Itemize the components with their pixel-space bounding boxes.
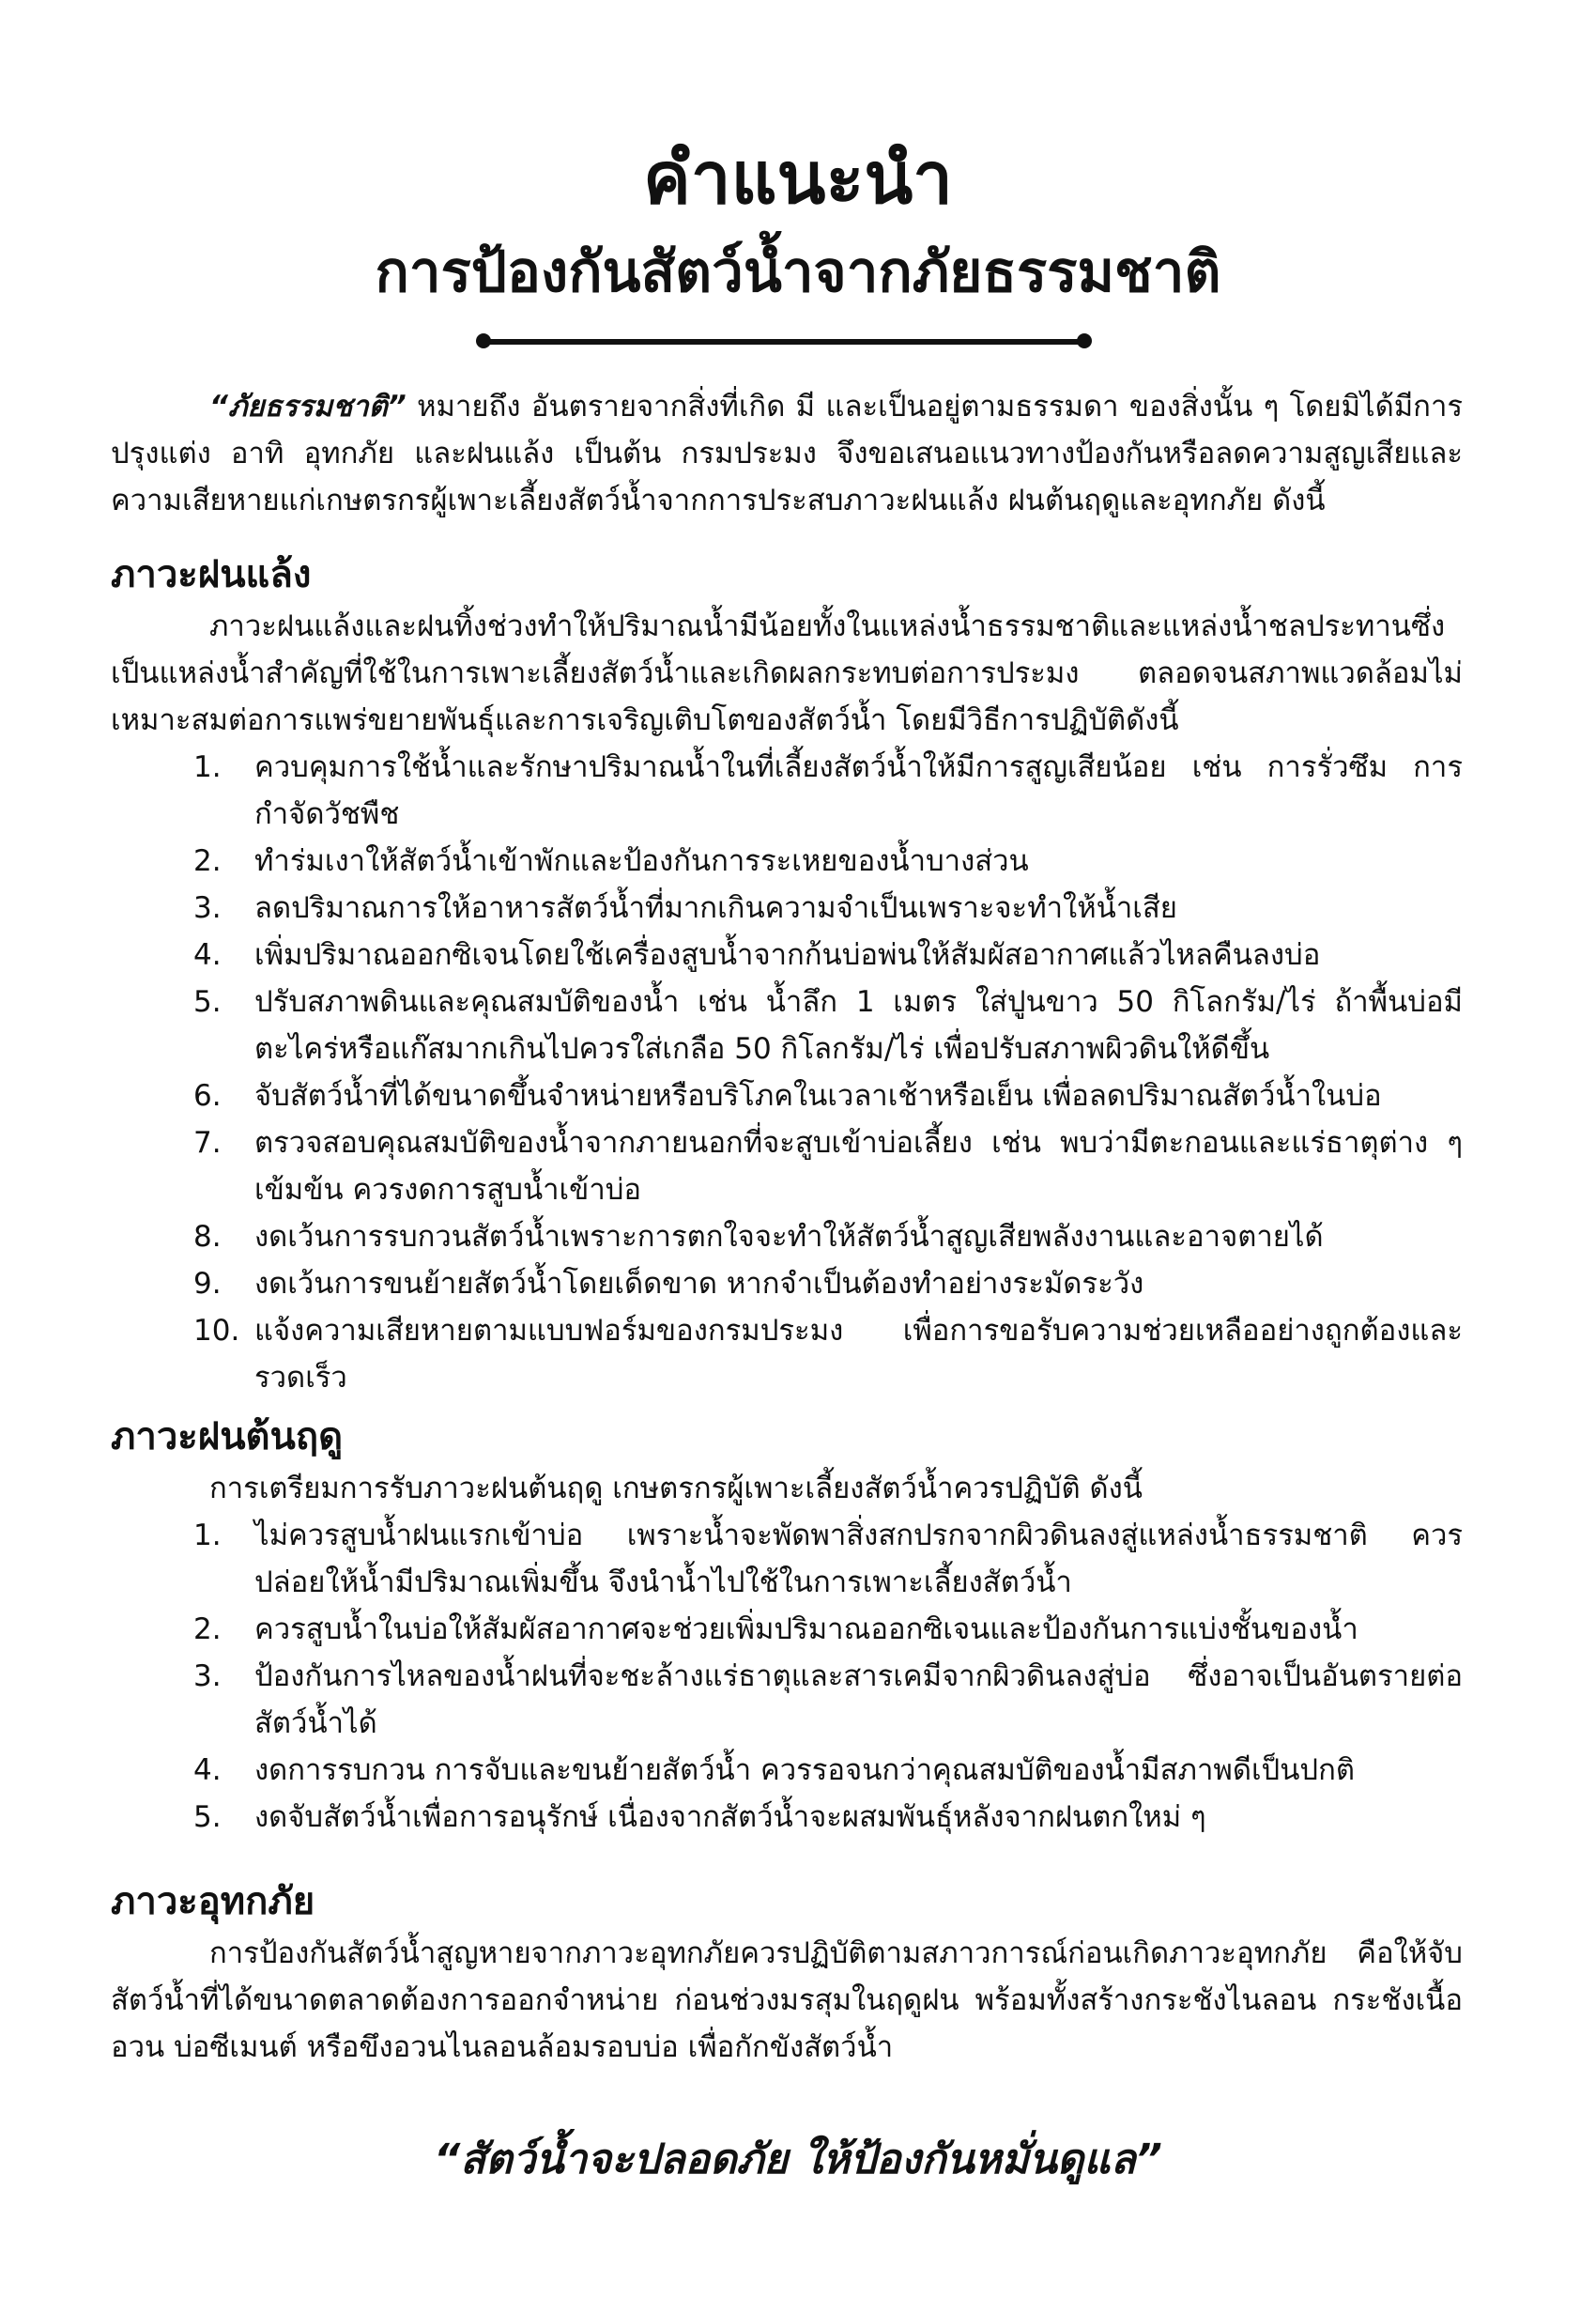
intro-section xyxy=(111,383,1463,524)
drought-section xyxy=(111,547,1463,1401)
slogan: “สัตว์น้ำจะปลอดภัย ให้ป้องกันหมั่นดูแล” xyxy=(433,2136,1163,2183)
list-item-text: งดเว้นการรบกวนสัตว์น้ำเพราะการตกใจจะทำให้สัตว์น้ำสูญเสียพลังงานและอาจตายได้ xyxy=(254,1220,1324,1254)
drought-heading: ภาวะฝนแล้ง xyxy=(111,553,312,596)
list-item-number: 3. xyxy=(193,891,222,925)
list-item xyxy=(111,1260,1463,1307)
list-item-text: ตรวจสอบคุณสมบัติของน้ำจากภายนอกที่จะสูบเข้าบ่อเลี้ยง เช่น พบว่ามีตะกอนและแร่ธาตุต่าง ๆ เข้มข้น ควรงดการสูบน้ำเข้าบ่อ xyxy=(254,1126,1463,1207)
list-item-text: จับสัตว์น้ำที่ได้ขนาดขึ้นจำหน่ายหรือบริโภคในเวลาเช้าหรือเย็น เพื่อลดปริมาณสัตว์น้ำในบ่อ xyxy=(254,1079,1382,1113)
intro-paragraph xyxy=(111,383,1463,524)
list-item-text: ไม่ควรสูบน้ำฝนแรกเข้าบ่อ เพราะน้ำจะพัดพาสิ่งสกปรกจากผิวดินลงสู่แหล่งน้ำธรรมชาติ ควรปล่อยให้น้ำมีปริมาณเพิ่มขึ้น จึงนำน้ำไปใช้ในการเพาะเลี้ยงสัตว์น้ำ xyxy=(254,1519,1463,1599)
list-item-number: 10. xyxy=(193,1314,240,1348)
title-divider xyxy=(483,339,1084,345)
list-item xyxy=(111,1072,1463,1119)
flood-paragraph: การป้องกันสัตว์น้ำสูญหายจากภาวะอุทกภัยควรปฏิบัติตามสภาวการณ์ก่อนเกิดภาวะอุทกภัย คือให้จับสัตว์น้ำที่ได้ขนาดตลาดต้องการออกจำหน่าย ก่อนช่วงมรสุมในฤดูฝน พร้อมทั้งสร้างกระชังไนลอน กระชังเนื้ออวน บ่อซีเมนต์ หรือขึงอวนไนลอนล้อมรอบบ่อ เพื่อกักขังสัตว์น้ำ xyxy=(111,1936,1463,2064)
list-item xyxy=(111,932,1463,979)
list-item-text: ลดปริมาณการให้อาหารสัตว์น้ำที่มากเกินความจำเป็นเพราะจะทำให้น้ำเสีย xyxy=(254,891,1177,925)
list-item xyxy=(111,1653,1463,1747)
early-rain-section xyxy=(111,1409,1463,1841)
list-item-number: 9. xyxy=(193,1267,222,1301)
list-item-number: 5. xyxy=(193,985,222,1019)
early-rain-steps xyxy=(111,1512,1463,1841)
list-item-text: งดการรบกวน การจับและขนย้ายสัตว์น้ำ ควรรอจนกว่าคุณสมบัติของน้ำมีสภาพดีเป็นปกติ xyxy=(254,1753,1355,1787)
document-subtitle: การป้องกันสัตว์น้ำจากภัยธรรมชาติ xyxy=(375,239,1221,305)
list-item-number: 2. xyxy=(193,1612,222,1646)
list-item-number: 1. xyxy=(193,1519,222,1552)
list-item-text: ควรสูบน้ำในบ่อให้สัมผัสอากาศจะช่วยเพิ่มปริมาณออกซิเจนและป้องกันการแบ่งชั้นของน้ำ xyxy=(254,1612,1358,1646)
list-item xyxy=(111,1307,1463,1401)
list-item xyxy=(111,1119,1463,1213)
list-item xyxy=(111,1213,1463,1260)
intro-text: หมายถึง อันตรายจากสิ่งที่เกิด มี และเป็นอยู่ตามธรรมดา ของสิ่งนั้น ๆ โดยมิได้มีการปรุงแต่ง อาทิ อุทกภัย และฝนแล้ง เป็นต้น กรมประมง จึงขอเสนอแนวทางป้องกันหรือลดความสูญเสียและความเสียหายแก่เกษตรกรผู้เพาะเลี้ยงสัตว์น้ำจากการประสบภาวะฝนแล้ง ฝนต้นฤดูและอุทกภัย ดังนี้ xyxy=(111,390,1463,517)
list-item xyxy=(111,744,1463,838)
drought-steps xyxy=(111,744,1463,1401)
list-item-number: 3. xyxy=(193,1659,222,1693)
list-item xyxy=(111,1512,1463,1606)
list-item-number: 7. xyxy=(193,1126,222,1160)
list-item-text: เพิ่มปริมาณออกซิเจนโดยใช้เครื่องสูบน้ำจากก้นบ่อพ่นให้สัมผัสอากาศแล้วไหลคืนลงบ่อ xyxy=(254,938,1321,972)
list-item xyxy=(111,838,1463,885)
list-item-number: 4. xyxy=(193,1753,222,1787)
list-item-text: งดจับสัตว์น้ำเพื่อการอนุรักษ์ เนื่องจากสัตว์น้ำจะผสมพันธุ์หลังจากฝนตกใหม่ ๆ xyxy=(254,1800,1206,1834)
list-item-text: ทำร่มเงาให้สัตว์น้ำเข้าพักและป้องกันการระเหยของน้ำบางส่วน xyxy=(254,844,1029,878)
divider-dot-right xyxy=(1077,333,1092,348)
list-item xyxy=(111,1606,1463,1653)
list-item-text: ปรับสภาพดินและคุณสมบัติของน้ำ เช่น น้ำลึก 1 เมตร ใส่ปูนขาว 50 กิโลกรัม/ไร่ ถ้าพื้นบ่อมีตะไคร่หรือแก๊สมากเกินไปควรใส่เกลือ 50 กิโลกรัม/ไร่ เพื่อปรับสภาพผิวดินให้ดีขึ้น xyxy=(254,985,1463,1066)
list-item-text: ควบคุมการใช้น้ำและรักษาปริมาณน้ำในที่เลี้ยงสัตว์น้ำให้มีการสูญเสียน้อย เช่น การรั่วซึม การกำจัดวัชพืช xyxy=(254,750,1463,831)
flood-section xyxy=(111,1874,1463,2071)
document-title: คำแนะนำ xyxy=(643,136,953,220)
intro-term: “ภัยธรรมชาติ” xyxy=(209,390,407,424)
list-item-number: 8. xyxy=(193,1220,222,1254)
list-item xyxy=(111,1794,1463,1841)
list-item-text: งดเว้นการขนย้ายสัตว์น้ำโดยเด็ดขาด หากจำเป็นต้องทำอย่างระมัดระวัง xyxy=(254,1267,1144,1301)
list-item-number: 6. xyxy=(193,1079,222,1113)
list-item-number: 2. xyxy=(193,844,222,878)
list-item-number: 5. xyxy=(193,1800,222,1834)
flood-heading: ภาวะอุทกภัย xyxy=(111,1880,315,1923)
list-item-text: แจ้งความเสียหายตามแบบฟอร์มของกรมประมง เพื่อการขอรับความช่วยเหลืออย่างถูกต้องและรวดเร็ว xyxy=(254,1314,1463,1395)
list-item-number: 4. xyxy=(193,938,222,972)
list-item xyxy=(111,885,1463,932)
early-rain-intro: การเตรียมการรับภาวะฝนต้นฤดู เกษตรกรผู้เพาะเลี้ยงสัตว์น้ำควรปฏิบัติ ดังนี้ xyxy=(209,1472,1143,1505)
divider-dot-left xyxy=(476,333,491,348)
list-item-text: ป้องกันการไหลของน้ำฝนที่จะชะล้างแร่ธาตุและสารเคมีจากผิวดินลงสู่บ่อ ซึ่งอาจเป็นอันตรายต่อสัตว์น้ำได้ xyxy=(254,1659,1463,1740)
list-item xyxy=(111,1747,1463,1794)
list-item-number: 1. xyxy=(193,750,222,784)
drought-intro: ภาวะฝนแล้งและฝนทิ้งช่วงทำให้ปริมาณน้ำมีน้อยทั้งในแหล่งน้ำธรรมชาติและแหล่งน้ำชลประทานซึ่งเป็นแหล่งน้ำสำคัญที่ใช้ในการเพาะเลี้ยงสัตว์น้ำและเกิดผลกระทบต่อการประมง ตลอดจนสภาพแวดล้อมไม่เหมาะสมต่อการแพร่ขยายพันธุ์และการเจริญเติบโตของสัตว์น้ำ โดยมีวิธีการปฏิบัติดังนี้ xyxy=(111,609,1463,737)
list-item xyxy=(111,979,1463,1072)
early-rain-heading: ภาวะฝนต้นฤดู xyxy=(111,1415,344,1458)
